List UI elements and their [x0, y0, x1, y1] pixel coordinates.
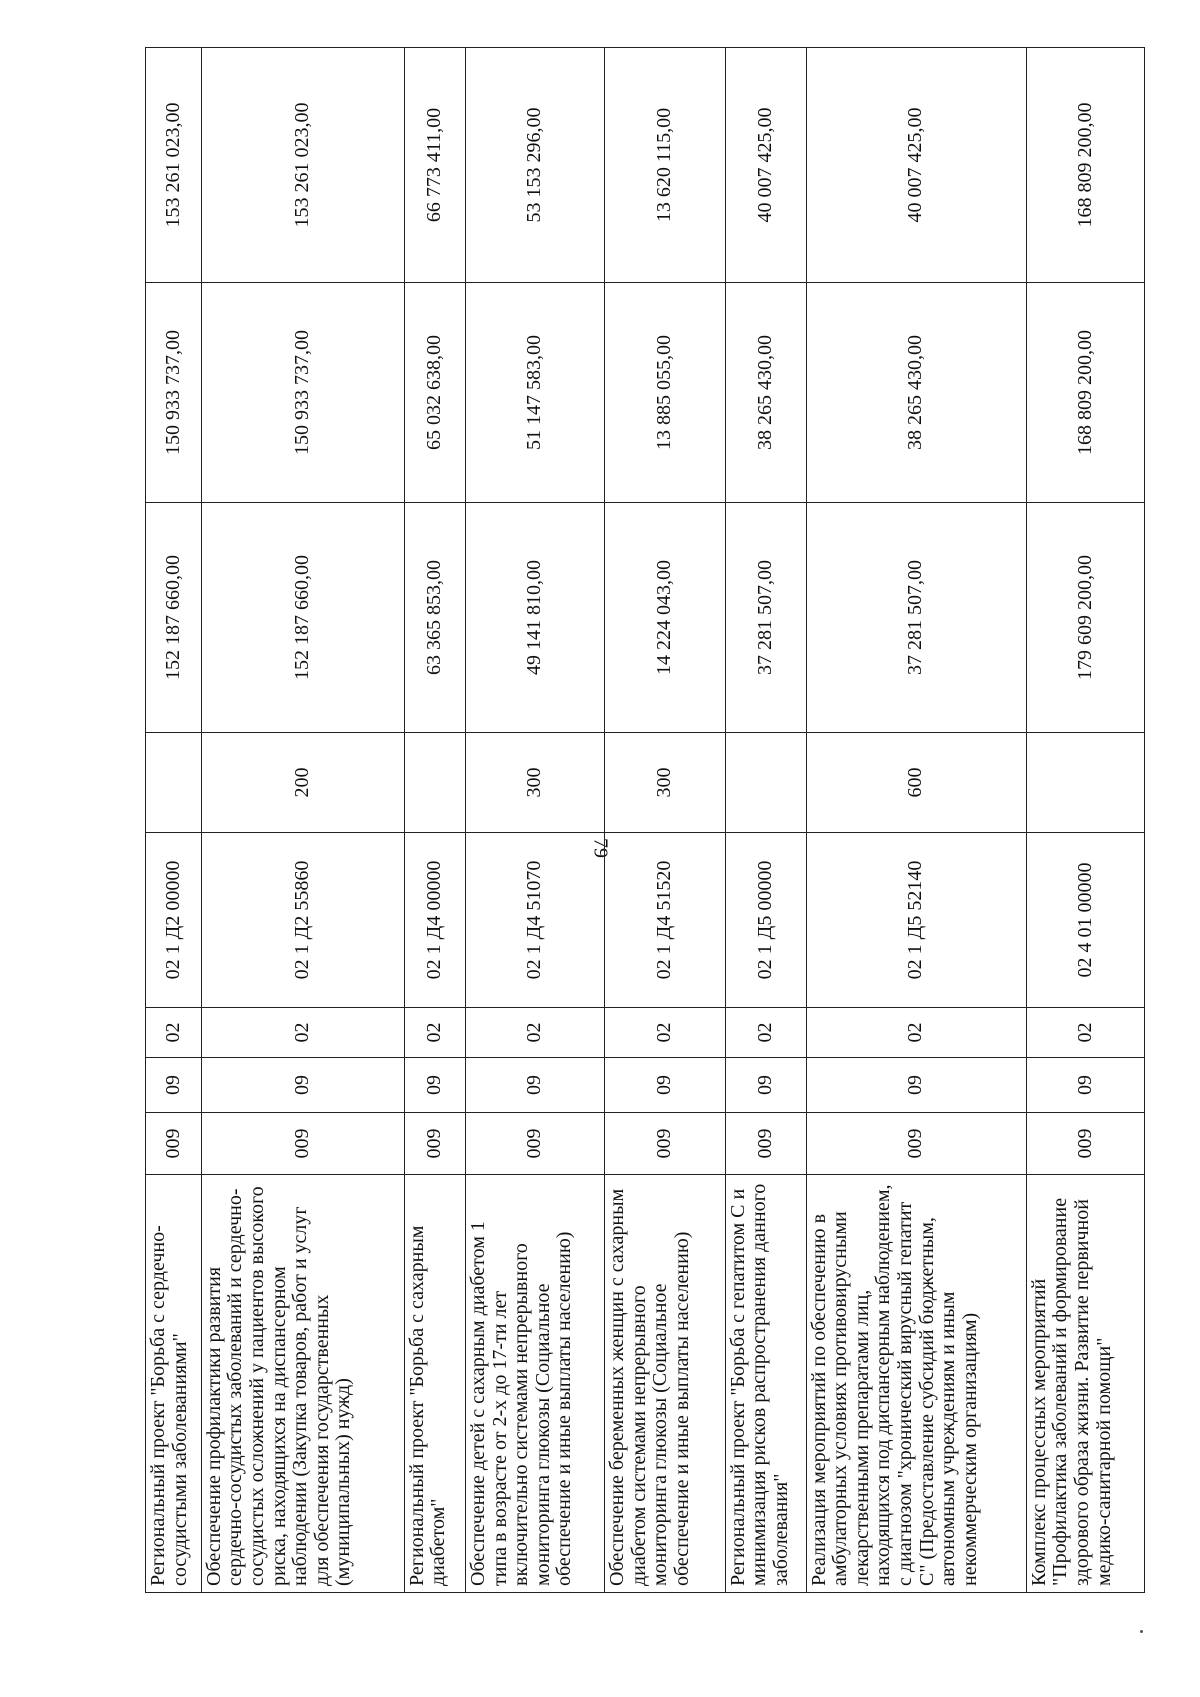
cell-name: Региональный проект "Борьба с гепатитом С и минимизация рисков распространения данного заболевания": [725, 1175, 806, 1593]
cell-amount-year3: 66 773 411,00: [404, 48, 465, 283]
cell-amount-year3: 168 809 200,00: [1026, 48, 1144, 283]
table-row: [146, 48, 202, 1593]
cell-subsection: 02: [404, 1008, 465, 1058]
scan-speck: [1140, 1630, 1143, 1633]
table-row: [201, 48, 404, 1593]
cell-section: 09: [201, 1058, 404, 1113]
cell-amount-year3: 40 007 425,00: [806, 48, 1026, 283]
cell-name: Региональный проект "Борьба с сердечно-сосудистыми заболеваниями": [146, 1175, 202, 1593]
cell-name: Комплекс процессных мероприятий "Профилактика заболеваний и формирование здорового образа жизни. Развитие первичной медико-санитарной помощи": [1026, 1175, 1144, 1593]
cell-target-article: 02 1 Д5 00000: [725, 833, 806, 1008]
cell-amount-year1: 63 365 853,00: [404, 503, 465, 733]
cell-name: Реализация мероприятий по обеспечению в амбулаторных условиях противовирусными лекарственными препаратами лиц, находящихся под диспансерным наблюдением, с диагнозом "хронический вирусный гепатит С" (Предоставление субсидий бюджетным, автономным учреждениям и иным некоммерческим организациям): [806, 1175, 1026, 1593]
cell-expense-type: [404, 733, 465, 833]
cell-expense-type: 600: [806, 733, 1026, 833]
cell-subsection: 02: [1026, 1008, 1144, 1058]
cell-subsection: 02: [466, 1008, 605, 1058]
cell-grbs: 009: [1026, 1113, 1144, 1175]
table-row: [806, 48, 1026, 1593]
cell-subsection: 02: [201, 1008, 404, 1058]
cell-name: Обеспечение профилактики развития сердечно-сосудистых заболеваний и сердечно-сосудистых осложнений у пациентов высокого риска, находящихся на диспансерном наблюдении (Закупка товаров, работ и услуг для обеспечения государственных (муниципальных) нужд): [201, 1175, 404, 1593]
cell-section: 09: [404, 1058, 465, 1113]
cell-amount-year3: 13 620 115,00: [605, 48, 726, 283]
cell-grbs: 009: [201, 1113, 404, 1175]
cell-expense-type: 300: [605, 733, 726, 833]
table-body: [146, 48, 1145, 1593]
cell-amount-year2: 168 809 200,00: [1026, 283, 1144, 503]
cell-grbs: 009: [806, 1113, 1026, 1175]
cell-section: 09: [466, 1058, 605, 1113]
cell-amount-year3: 153 261 023,00: [201, 48, 404, 283]
cell-amount-year2: 150 933 737,00: [201, 283, 404, 503]
cell-target-article: 02 1 Д4 51070: [466, 833, 605, 1008]
cell-section: 09: [605, 1058, 726, 1113]
table-row: [404, 48, 465, 1593]
cell-section: 09: [725, 1058, 806, 1113]
cell-expense-type: 200: [201, 733, 404, 833]
cell-amount-year3: 153 261 023,00: [146, 48, 202, 283]
cell-grbs: 009: [605, 1113, 726, 1175]
cell-expense-type: [146, 733, 202, 833]
cell-target-article: 02 4 01 00000: [1026, 833, 1144, 1008]
cell-name: Обеспечение детей с сахарным диабетом 1 типа в возрасте от 2-х до 17-ти лет включительно системами непрерывного мониторинга глюкозы (Социальное обеспечение и иные выплаты населению): [466, 1175, 605, 1593]
cell-subsection: 02: [605, 1008, 726, 1058]
cell-grbs: 009: [404, 1113, 465, 1175]
cell-amount-year3: 40 007 425,00: [725, 48, 806, 283]
cell-expense-type: [725, 733, 806, 833]
cell-amount-year1: 37 281 507,00: [725, 503, 806, 733]
cell-expense-type: [1026, 733, 1144, 833]
cell-amount-year2: 13 885 055,00: [605, 283, 726, 503]
page-number: 79: [589, 838, 612, 858]
cell-subsection: 02: [806, 1008, 1026, 1058]
table-row: [605, 48, 726, 1593]
cell-amount-year2: 150 933 737,00: [146, 283, 202, 503]
cell-amount-year1: 49 141 810,00: [466, 503, 605, 733]
budget-table: [145, 47, 1145, 1593]
cell-amount-year2: 51 147 583,00: [466, 283, 605, 503]
cell-name: Региональный проект "Борьба с сахарным диабетом": [404, 1175, 465, 1593]
cell-target-article: 02 1 Д5 52140: [806, 833, 1026, 1008]
cell-expense-type: 300: [466, 733, 605, 833]
table-row: [725, 48, 806, 1593]
table-row: [1026, 48, 1144, 1593]
cell-section: 09: [1026, 1058, 1144, 1113]
cell-target-article: 02 1 Д4 51520: [605, 833, 726, 1008]
rotated-table-container: [145, 48, 1145, 1593]
cell-target-article: 02 1 Д2 55860: [201, 833, 404, 1008]
cell-amount-year2: 38 265 430,00: [806, 283, 1026, 503]
cell-grbs: 009: [725, 1113, 806, 1175]
cell-amount-year1: 179 609 200,00: [1026, 503, 1144, 733]
cell-amount-year1: 14 224 043,00: [605, 503, 726, 733]
cell-name: Обеспечение беременных женщин с сахарным диабетом системами непрерывного мониторинга глюкозы (Социальное обеспечение и иные выплаты населению): [605, 1175, 726, 1593]
cell-subsection: 02: [725, 1008, 806, 1058]
cell-amount-year1: 37 281 507,00: [806, 503, 1026, 733]
cell-section: 09: [806, 1058, 1026, 1113]
cell-amount-year2: 38 265 430,00: [725, 283, 806, 503]
cell-section: 09: [146, 1058, 202, 1113]
cell-grbs: 009: [146, 1113, 202, 1175]
cell-amount-year2: 65 032 638,00: [404, 283, 465, 503]
cell-grbs: 009: [466, 1113, 605, 1175]
cell-target-article: 02 1 Д2 00000: [146, 833, 202, 1008]
cell-amount-year1: 152 187 660,00: [146, 503, 202, 733]
cell-amount-year3: 53 153 296,00: [466, 48, 605, 283]
cell-subsection: 02: [146, 1008, 202, 1058]
cell-target-article: 02 1 Д4 00000: [404, 833, 465, 1008]
table-row: [466, 48, 605, 1593]
cell-amount-year1: 152 187 660,00: [201, 503, 404, 733]
